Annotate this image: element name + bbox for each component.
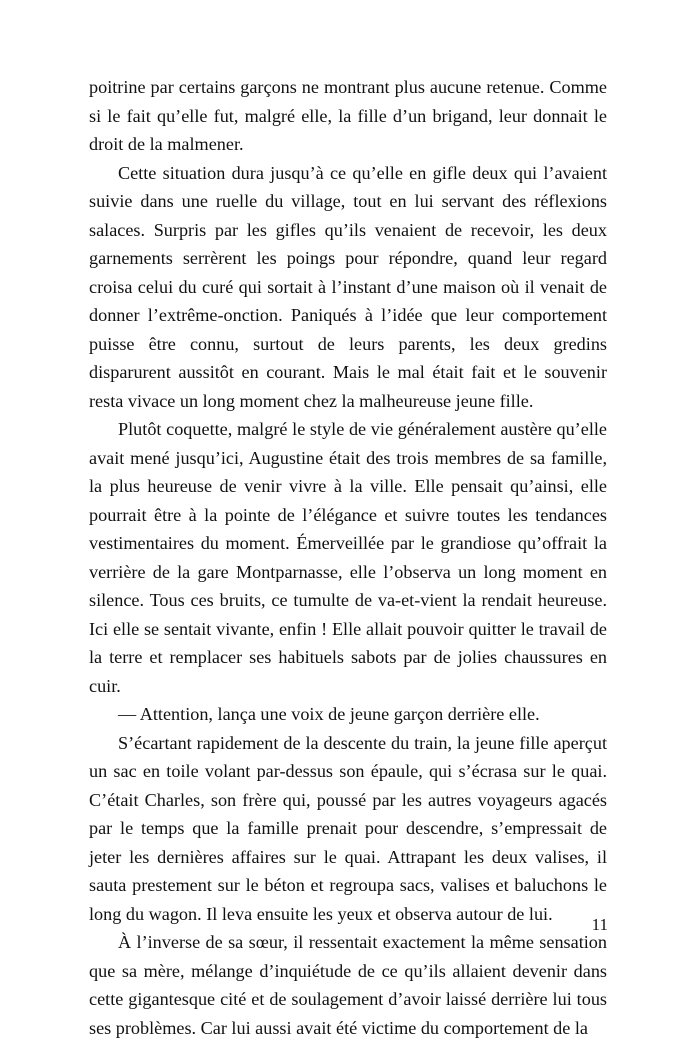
dialogue-line: — Attention, lança une voix de jeune garçon derrière elle. <box>118 704 540 724</box>
paragraph: S’écartant rapidement de la descente du train, la jeune fille aperçut un sac en toile volant par-dessus son épaule, qui s’écrasa sur le quai. C’était Charles, son frère qui, poussé par les autres voyageurs agacés par le temps que la famille prenait pour descendre, s’empressait de jeter les dernières affaires sur le quai. Attrapant les deux valises, il sauta prestement sur le béton et regroupa sacs, valises et baluchons le long du wagon. Il leva ensuite les yeux et observa autour de lui. <box>89 732 607 924</box>
paragraph: Plutôt coquette, malgré le style de vie généralement austère qu’elle avait mené jusqu’ici, Augustine était des trois membres de sa famille, la plus heureuse de venir vivre à la ville. Elle pensait qu’ainsi, elle pourrait être à la pointe de l’élégance et suivre toutes les tendances vestimentaires du moment. Émerveillée par le grandiose qu’offrait la verrière de la gare Montparnasse, elle l’observa un long moment en silence. Tous ces bruits, ce tumulte de va-et-vient la rendait heureuse. Ici elle se sentait vivante, enfin ! Elle allait pouvoir quitter le travail de la terre et remplacer ses habituels sabots par de jolies chaussures en cuir. <box>89 419 607 696</box>
page-number: 11 <box>591 915 608 934</box>
paragraph: poitrine par certains garçons ne montrant plus aucune retenue. Comme si le fait qu’elle fut, malgré elle, la fille d’un brigand, leur donnait le droit de la malmener. <box>89 77 607 154</box>
body-text <box>89 73 607 1042</box>
paragraph: Cette situation dura jusqu’à ce qu’elle en gifle deux qui l’avaient suivie dans une ruelle du village, tout en lui servant des réflexions salaces. Surpris par les gifles qu’ils venaient de recevoir, les deux garnements serrèrent les poings pour répondre, quand leur regard croisa celui du curé qui sortait à l’instant d’une maison où il venait de donner l’extrême-onction. Paniqués à l’idée que leur comportement puisse être connu, surtout de leurs parents, les deux gredins disparurent aussitôt en courant. Mais le mal était fait et le souvenir resta vivace un long moment chez la malheureuse jeune fille. <box>89 162 607 411</box>
paragraph: À l’inverse de sa sœur, il ressentait exactement la même sensation que sa mère, mélange d’inquiétude de ce qu’ils allaient devenir dans cette gigantesque cité et de soulagement d’avoir laissé derrière lui tous ses problèmes. Car lui aussi avait été victime du comportement de la <box>89 932 607 1038</box>
